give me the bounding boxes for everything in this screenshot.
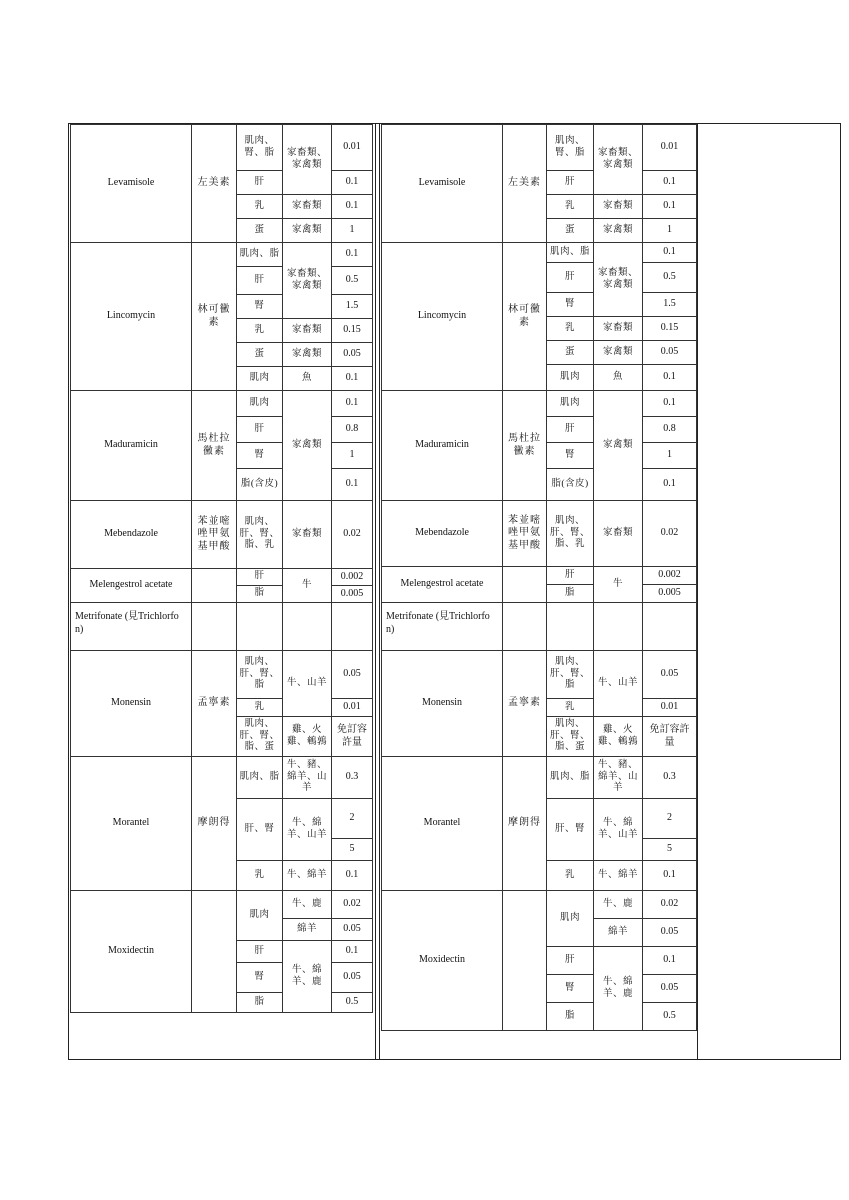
- tissue-cell: 肌肉、脂: [547, 757, 594, 799]
- chinese-name-cell: [192, 569, 237, 603]
- table-row: [71, 891, 373, 919]
- species-cell: 魚: [594, 365, 643, 391]
- tissue-cell: 腎: [237, 295, 283, 319]
- tissue-cell: 肝: [547, 947, 594, 975]
- tissue-cell: 肌肉、脂: [237, 243, 283, 267]
- tissue-cell: 蛋: [237, 343, 283, 367]
- tissue-cell: 脂: [237, 586, 283, 603]
- mrl-value-cell: 0.3: [332, 757, 373, 799]
- mrl-value-cell: 免訂容許量: [332, 717, 373, 757]
- table-row: [382, 391, 697, 417]
- mrl-value-cell: 0.1: [643, 391, 697, 417]
- mrl-value-cell: 0.01: [643, 125, 697, 171]
- mrl-value-cell: 0.1: [332, 469, 373, 501]
- tissue-cell: 肝: [237, 171, 283, 195]
- species-cell: 雞、火雞、鵪鶉: [594, 717, 643, 757]
- mrl-value-cell: 0.05: [643, 975, 697, 1003]
- mrl-value-cell: 0.05: [332, 963, 373, 993]
- tissue-cell: 乳: [237, 861, 283, 891]
- chinese-name-cell: 摩朗得: [503, 757, 547, 891]
- species-cell: 家畜類、家禽類: [283, 243, 332, 319]
- tissue-cell: 肌肉、肝、腎、脂: [237, 651, 283, 699]
- mrl-value-cell: 0.1: [332, 367, 373, 391]
- mrl-value-cell: 2: [643, 799, 697, 839]
- tissue-cell: 乳: [547, 317, 594, 341]
- species-cell: [594, 603, 643, 651]
- mrl-value-cell: 1: [643, 219, 697, 243]
- table-row: [382, 567, 697, 585]
- species-cell: 家畜類、家禽類: [594, 243, 643, 317]
- mrl-value-cell: 0.01: [643, 699, 697, 717]
- tissue-cell: 肌肉: [237, 367, 283, 391]
- tissue-cell: 腎: [237, 443, 283, 469]
- species-cell: 家畜類: [283, 319, 332, 343]
- mrl-value-cell: 0.02: [332, 891, 373, 919]
- chinese-name-cell: 摩朗得: [192, 757, 237, 891]
- mrl-value-cell: 0.5: [643, 1003, 697, 1031]
- mrl-value-cell: 0.02: [643, 501, 697, 567]
- mrl-value-cell: 0.05: [643, 341, 697, 365]
- species-cell: 家畜類: [594, 195, 643, 219]
- chinese-name-cell: [503, 891, 547, 1031]
- species-cell: 家畜類、家禽類: [283, 125, 332, 195]
- tissue-cell: 肌肉、肝、腎、脂、蛋: [547, 717, 594, 757]
- species-cell: 綿羊: [594, 919, 643, 947]
- tissue-cell: 肝: [547, 417, 594, 443]
- tissue-cell: 肝: [237, 267, 283, 295]
- tissue-cell: 肝: [237, 941, 283, 963]
- mrl-value-cell: 0.8: [332, 417, 373, 443]
- species-cell: [283, 603, 332, 651]
- drug-name-cell: Monensin: [382, 651, 503, 757]
- chinese-name-cell: 左美素: [192, 125, 237, 243]
- tissue-cell: 肌肉、脂: [237, 757, 283, 799]
- tissue-cell: 肌肉: [237, 391, 283, 417]
- chinese-name-cell: 林可黴素: [503, 243, 547, 391]
- table-row: [382, 651, 697, 699]
- mrl-value-cell: 0.1: [332, 171, 373, 195]
- mrl-value-cell: 0.1: [643, 365, 697, 391]
- mrl-value-cell: 0.05: [643, 651, 697, 699]
- species-cell: 家禽類: [594, 341, 643, 365]
- mrl-value-cell: 2: [332, 799, 373, 839]
- mrl-value-cell: 0.05: [643, 919, 697, 947]
- tissue-cell: 肝: [237, 569, 283, 586]
- species-cell: 牛: [283, 569, 332, 603]
- tissue-cell: 肝: [547, 171, 594, 195]
- remarks-column-divider: [697, 123, 698, 1060]
- mrl-value-cell: 0.1: [643, 195, 697, 219]
- tissue-cell: 腎: [547, 293, 594, 317]
- mrl-value-cell: 0.002: [643, 567, 697, 585]
- tissue-cell: 肌肉、脂: [547, 243, 594, 263]
- drug-name-cell: Mebendazole: [71, 501, 192, 569]
- chinese-name-cell: 孟寧素: [503, 651, 547, 757]
- mrl-value-cell: 0.15: [332, 319, 373, 343]
- mrl-value-cell: 1.5: [332, 295, 373, 319]
- tissue-cell: 肌肉、腎、脂: [237, 125, 283, 171]
- tissue-cell: 脂(含皮): [547, 469, 594, 501]
- species-cell: 牛、綿羊、鹿: [283, 941, 332, 1013]
- tissue-cell: 肌肉: [237, 891, 283, 941]
- chinese-name-cell: [503, 567, 547, 603]
- left-mrl-table: [70, 124, 373, 1013]
- mrl-value-cell: 0.15: [643, 317, 697, 341]
- mrl-value-cell: 0.005: [643, 585, 697, 603]
- tissue-cell: 肌肉: [547, 365, 594, 391]
- chinese-name-cell: 孟寧素: [192, 651, 237, 757]
- right-mrl-table: [381, 124, 697, 1031]
- table-row: [71, 243, 373, 267]
- species-cell: 牛、綿羊、鹿: [594, 947, 643, 1031]
- tissue-cell: 肌肉、腎、脂: [547, 125, 594, 171]
- mrl-value-cell: 0.05: [332, 343, 373, 367]
- drug-name-cell: Levamisole: [71, 125, 192, 243]
- drug-name-cell: Mebendazole: [382, 501, 503, 567]
- species-cell: 家畜類: [283, 501, 332, 569]
- tissue-cell: 脂(含皮): [237, 469, 283, 501]
- mrl-value-cell: 5: [643, 839, 697, 861]
- frame-divider-right: [379, 123, 380, 1060]
- tissue-cell: 肝、腎: [237, 799, 283, 861]
- mrl-value-cell: 1: [332, 219, 373, 243]
- tissue-cell: 乳: [237, 699, 283, 717]
- mrl-value-cell: 0.01: [332, 699, 373, 717]
- species-cell: 牛、綿羊、山羊: [594, 799, 643, 861]
- mrl-value-cell: 0.1: [332, 391, 373, 417]
- species-cell: 牛: [594, 567, 643, 603]
- table-row: [71, 569, 373, 586]
- mrl-value-cell: 0.005: [332, 586, 373, 603]
- species-cell: 綿羊: [283, 919, 332, 941]
- chinese-name-cell: [192, 891, 237, 1013]
- chinese-name-cell: 馬杜拉黴素: [503, 391, 547, 501]
- table-row: [71, 651, 373, 699]
- tissue-cell: 肝: [237, 417, 283, 443]
- tissue-cell: 肌肉: [547, 391, 594, 417]
- mrl-value-cell: 0.1: [332, 195, 373, 219]
- species-cell: 牛、豬、綿羊、山羊: [283, 757, 332, 799]
- mrl-value-cell: 1.5: [643, 293, 697, 317]
- table-row: [71, 391, 373, 417]
- species-cell: 家畜類: [594, 317, 643, 341]
- tissue-cell: 蛋: [237, 219, 283, 243]
- mrl-value-cell: 1: [643, 443, 697, 469]
- mrl-value-cell: 0.1: [643, 469, 697, 501]
- species-cell: 家禽類: [594, 391, 643, 501]
- species-cell: 家禽類: [594, 219, 643, 243]
- tissue-cell: 肝、腎: [547, 799, 594, 861]
- drug-name-cell: Lincomycin: [71, 243, 192, 391]
- tissue-cell: 肝: [547, 567, 594, 585]
- species-cell: 牛、綿羊: [594, 861, 643, 891]
- species-cell: 家禽類: [283, 343, 332, 367]
- mrl-value-cell: 0.1: [332, 941, 373, 963]
- mrl-value-cell: 0.02: [332, 501, 373, 569]
- species-cell: 牛、鹿: [594, 891, 643, 919]
- mrl-value-cell: 0.1: [643, 243, 697, 263]
- tissue-cell: 肌肉、肝、腎、脂、蛋: [237, 717, 283, 757]
- drug-name-cell: Maduramicin: [71, 391, 192, 501]
- table-row: [71, 125, 373, 171]
- tissue-cell: 腎: [237, 963, 283, 993]
- tissue-cell: 脂: [547, 1003, 594, 1031]
- species-cell: 雞、火雞、鵪鶉: [283, 717, 332, 757]
- species-cell: 牛、山羊: [283, 651, 332, 717]
- mrl-value-cell: 0.5: [332, 267, 373, 295]
- mrl-value-cell: 0.05: [332, 651, 373, 699]
- table-row: [382, 603, 697, 651]
- table-row: [382, 243, 697, 263]
- table-row: [382, 757, 697, 799]
- table-row: [71, 757, 373, 799]
- chinese-name-cell: [503, 603, 547, 651]
- frame-divider-left: [375, 123, 376, 1060]
- tissue-cell: [547, 603, 594, 651]
- species-cell: 家禽類: [283, 391, 332, 501]
- chinese-name-cell: 苯並嘧唑甲氨基甲酸: [192, 501, 237, 569]
- drug-name-cell: Metrifonate (見Trichlorfon): [382, 603, 503, 651]
- species-cell: 家畜類: [283, 195, 332, 219]
- species-cell: 牛、山羊: [594, 651, 643, 717]
- drug-name-cell: Moxidectin: [71, 891, 192, 1013]
- mrl-value-cell: 0.1: [332, 861, 373, 891]
- mrl-value-cell: 0.5: [643, 263, 697, 293]
- chinese-name-cell: 苯並嘧唑甲氨基甲酸: [503, 501, 547, 567]
- tissue-cell: 腎: [547, 975, 594, 1003]
- drug-name-cell: Lincomycin: [382, 243, 503, 391]
- tissue-cell: 蛋: [547, 341, 594, 365]
- tissue-cell: 乳: [547, 195, 594, 219]
- mrl-value-cell: 0.8: [643, 417, 697, 443]
- mrl-value-cell: 0.1: [643, 947, 697, 975]
- mrl-value-cell: 0.002: [332, 569, 373, 586]
- tissue-cell: 蛋: [547, 219, 594, 243]
- tissue-cell: 肌肉: [547, 891, 594, 947]
- tissue-cell: 乳: [547, 861, 594, 891]
- species-cell: 魚: [283, 367, 332, 391]
- table-row: [382, 501, 697, 567]
- species-cell: 牛、綿羊、山羊: [283, 799, 332, 861]
- mrl-value-cell: 0.02: [643, 891, 697, 919]
- tissue-cell: 肌肉、肝、腎、脂、乳: [237, 501, 283, 569]
- chinese-name-cell: [192, 603, 237, 651]
- table-row: [382, 125, 697, 171]
- mrl-value-cell: [332, 603, 373, 651]
- drug-name-cell: Morantel: [71, 757, 192, 891]
- chinese-name-cell: 馬杜拉黴素: [192, 391, 237, 501]
- tissue-cell: 肝: [547, 263, 594, 293]
- mrl-value-cell: 0.3: [643, 757, 697, 799]
- tissue-cell: 肌肉、肝、腎、脂、乳: [547, 501, 594, 567]
- mrl-value-cell: [643, 603, 697, 651]
- chinese-name-cell: 林可黴素: [192, 243, 237, 391]
- mrl-value-cell: 5: [332, 839, 373, 861]
- table-row: [71, 501, 373, 569]
- mrl-value-cell: 0.1: [332, 243, 373, 267]
- tissue-cell: [237, 603, 283, 651]
- species-cell: 家畜類、家禽類: [594, 125, 643, 195]
- mrl-value-cell: 0.01: [332, 125, 373, 171]
- drug-name-cell: Metrifonate (見Trichlorfon): [71, 603, 192, 651]
- chinese-name-cell: 左美素: [503, 125, 547, 243]
- tissue-cell: 肌肉、肝、腎、脂: [547, 651, 594, 699]
- drug-name-cell: Levamisole: [382, 125, 503, 243]
- mrl-value-cell: 0.05: [332, 919, 373, 941]
- table-row: [382, 891, 697, 919]
- drug-name-cell: Morantel: [382, 757, 503, 891]
- species-cell: 家禽類: [283, 219, 332, 243]
- mrl-value-cell: 免訂容許量: [643, 717, 697, 757]
- mrl-value-cell: 1: [332, 443, 373, 469]
- drug-name-cell: Melengestrol acetate: [382, 567, 503, 603]
- drug-name-cell: Monensin: [71, 651, 192, 757]
- drug-name-cell: Melengestrol acetate: [71, 569, 192, 603]
- tissue-cell: 乳: [237, 319, 283, 343]
- tissue-cell: 乳: [237, 195, 283, 219]
- table-row: [71, 603, 373, 651]
- species-cell: 牛、鹿: [283, 891, 332, 919]
- tissue-cell: 脂: [547, 585, 594, 603]
- tissue-cell: 腎: [547, 443, 594, 469]
- tissue-cell: 脂: [237, 993, 283, 1013]
- species-cell: 牛、豬、綿羊、山羊: [594, 757, 643, 799]
- drug-name-cell: Moxidectin: [382, 891, 503, 1031]
- mrl-value-cell: 0.5: [332, 993, 373, 1013]
- species-cell: 牛、綿羊: [283, 861, 332, 891]
- species-cell: 家畜類: [594, 501, 643, 567]
- tissue-cell: 乳: [547, 699, 594, 717]
- drug-name-cell: Maduramicin: [382, 391, 503, 501]
- mrl-value-cell: 0.1: [643, 171, 697, 195]
- mrl-value-cell: 0.1: [643, 861, 697, 891]
